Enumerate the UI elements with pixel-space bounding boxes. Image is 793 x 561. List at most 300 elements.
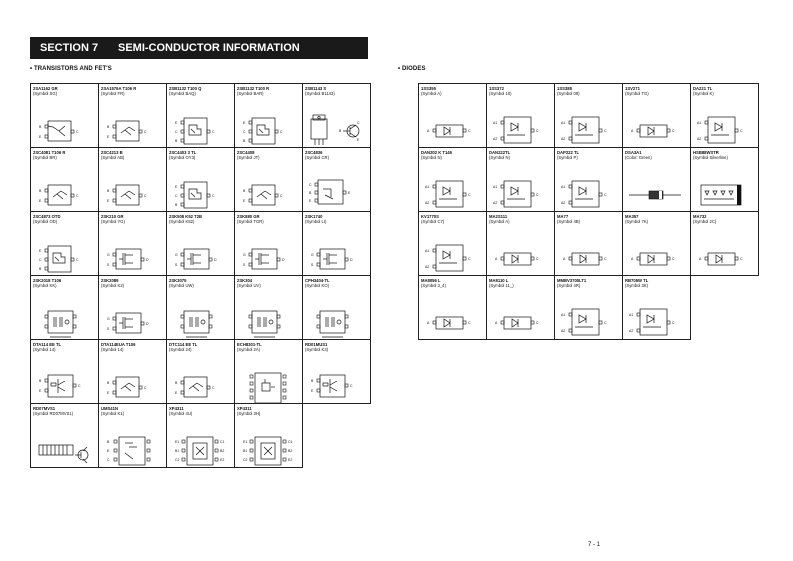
part-number: DA221 TL (693, 86, 713, 91)
svg-text:G: G (107, 317, 110, 321)
part-number: MMBV3700LT1 (557, 278, 587, 283)
component-cell (623, 84, 691, 148)
part-number: 2SK880 GR (237, 214, 260, 219)
part-number: 2SB1143 S (305, 86, 327, 91)
marking-symbol: (Symbol CR) (305, 155, 329, 160)
component-cell (167, 148, 235, 212)
svg-text:A1: A1 (561, 313, 566, 317)
diode-2pin-icon (691, 226, 758, 276)
marking-symbol: (Symbol N) (421, 155, 442, 160)
part-number: 2SK1740 (305, 214, 323, 219)
marking-symbol: (Symbol RD07MVS1) (33, 411, 74, 416)
part-number: DAN202 K T146 (421, 150, 452, 155)
diode-2pin-icon (623, 226, 690, 276)
marking-symbol: (Symbol YG) (101, 219, 125, 224)
component-cell (167, 276, 235, 340)
component-cell (487, 148, 555, 212)
svg-text:C: C (212, 194, 215, 198)
svg-text:A: A (427, 129, 430, 133)
transistor-power-icon (31, 226, 98, 276)
svg-text:E: E (311, 389, 314, 393)
marking-symbol: (Symbol K1) (101, 411, 125, 416)
part-number: RD07MVS1 (33, 406, 56, 411)
fet-icon (303, 226, 370, 276)
digital-transistor-icon (303, 354, 370, 404)
svg-text:G: G (107, 253, 110, 257)
marking-symbol: (Symbol A) (421, 91, 442, 96)
svg-text:C: C (672, 257, 675, 261)
svg-text:B: B (311, 379, 314, 383)
svg-text:A2: A2 (425, 265, 430, 269)
part-number: KV1770S (421, 214, 439, 219)
table-row (31, 212, 371, 276)
svg-text:B: B (39, 379, 42, 383)
svg-text:C: C (212, 130, 215, 134)
component-cell (303, 276, 371, 340)
svg-text:E: E (39, 389, 42, 393)
part-number: ECH8301-TL (237, 342, 262, 347)
part-number: 2SK508 K52 T2B (169, 214, 203, 219)
svg-text:A2: A2 (493, 201, 498, 205)
part-number: DTA114EUA T106 (101, 342, 136, 347)
dual-fet-icon (167, 290, 234, 340)
svg-text:A2: A2 (561, 201, 566, 205)
part-number: MA77 (557, 214, 569, 219)
svg-text:A: A (563, 257, 566, 261)
svg-text:E: E (39, 199, 42, 203)
component-cell (487, 212, 555, 276)
svg-text:B: B (175, 203, 178, 207)
marking-symbol: (Symbol BR) (33, 155, 57, 160)
ic-6pin-icon (99, 418, 166, 468)
marking-symbol: (Symbol BAQ) (169, 91, 196, 96)
part-number: 2SC4873 OTD (33, 214, 61, 219)
component-cell (31, 340, 99, 404)
marking-symbol: (Symbol SG) (33, 91, 57, 96)
svg-text:B: B (39, 267, 42, 271)
part-number: MA8056 L (421, 278, 441, 283)
svg-text:C: C (309, 183, 312, 187)
part-number: 1SS355 (421, 86, 436, 91)
marking-symbol: (Symbol 3_4) (421, 283, 446, 288)
part-number: DTA114 EE TL (33, 342, 62, 347)
marking-symbol: (Symbol OY3) (169, 155, 196, 160)
part-number: DTC114 EE TL (169, 342, 198, 347)
part-number: RB705W TL (625, 278, 649, 283)
svg-text:C1: C1 (220, 440, 225, 444)
component-cell (555, 148, 623, 212)
dual-fet-icon (31, 290, 98, 340)
component-cell (167, 340, 235, 404)
diodes-heading: • DIODES (398, 66, 426, 72)
diode-2pin-icon (419, 98, 486, 148)
component-cell (235, 340, 303, 404)
svg-text:E: E (107, 135, 110, 139)
part-number: HSB88WSTR (693, 150, 719, 155)
digital-transistor-icon (31, 354, 98, 404)
svg-text:G: G (243, 253, 246, 257)
transistors-table (30, 83, 371, 468)
svg-text:C: C (107, 458, 110, 462)
component-cell (99, 404, 167, 468)
part-number: 2SB1132 T100 R (237, 86, 270, 91)
transistor-npn-icon (99, 98, 166, 148)
svg-text:D: D (146, 258, 149, 262)
svg-text:C: C (175, 130, 178, 134)
table-row (419, 84, 759, 148)
svg-text:B: B (107, 381, 110, 385)
svg-text:S: S (107, 263, 110, 267)
diode-3pin-icon (555, 162, 622, 212)
part-number: 2SK2018 T106 (33, 278, 62, 283)
component-cell (235, 148, 303, 212)
marking-symbol: (Symbol 3H) (237, 411, 261, 416)
svg-text:C: C (280, 130, 283, 134)
component-cell (31, 148, 99, 212)
svg-text:A2: A2 (629, 329, 634, 333)
svg-text:E: E (243, 121, 246, 125)
transistor-power-icon (235, 98, 302, 148)
table-row (31, 404, 371, 468)
component-cell (31, 276, 99, 340)
marking-symbol: (Symbol A) (489, 219, 510, 224)
diode-3pin-icon (487, 162, 554, 212)
component-cell (235, 212, 303, 276)
svg-text:A: A (631, 257, 634, 261)
marking-symbol: (Symbol UW) (169, 283, 194, 288)
svg-text:A: A (699, 257, 702, 261)
svg-text:B1: B1 (175, 449, 180, 453)
svg-text:D: D (146, 322, 149, 326)
part-number: 2SK2089 (101, 278, 119, 283)
marking-symbol: (Symbol FR) (101, 91, 125, 96)
fet-icon (99, 226, 166, 276)
component-cell (167, 84, 235, 148)
svg-text:C: C (536, 321, 539, 325)
part-number: 2SC4403 3 TL (169, 150, 197, 155)
diode-3pin-icon (487, 98, 554, 148)
marking-symbol: (Symbol 10) (489, 91, 512, 96)
diode-3pin-icon (419, 162, 486, 212)
svg-text:E1: E1 (175, 440, 180, 444)
marking-symbol: (Symbol 24) (169, 347, 192, 352)
svg-text:B: B (107, 189, 110, 193)
svg-text:B: B (175, 381, 178, 385)
marking-symbol: (Symbol 2A) (237, 347, 261, 352)
part-number: 2SC4081 T106 R (33, 150, 66, 155)
marking-symbol: (Symbol 09) (557, 91, 580, 96)
component-cell (31, 212, 99, 276)
marking-symbol: (Symbol TG) (625, 91, 649, 96)
diode-array-icon (691, 162, 758, 212)
svg-text:E1: E1 (243, 440, 248, 444)
svg-text:A2: A2 (425, 201, 430, 205)
svg-text:C2: C2 (175, 458, 180, 462)
table-row (31, 276, 371, 340)
component-cell (303, 148, 371, 212)
marking-symbol: (Symbol K2) (101, 283, 125, 288)
marking-symbol: (Symbol 14) (101, 347, 124, 352)
diode-3pin-icon (419, 226, 486, 276)
component-cell (487, 276, 555, 340)
svg-text:C: C (536, 193, 539, 197)
table-row (31, 84, 371, 148)
svg-text:A2: A2 (697, 137, 702, 141)
component-cell (691, 212, 759, 276)
marking-symbol: (Symbol AB) (101, 155, 125, 160)
svg-text:G: G (175, 253, 178, 257)
svg-text:E: E (39, 135, 42, 139)
transistor-npn-icon (99, 162, 166, 212)
marking-symbol: (Symbol K3) (305, 347, 329, 352)
component-cell (623, 148, 691, 212)
component-cell (487, 84, 555, 148)
section-title: SEMI-CONDUCTOR INFORMATION (118, 42, 300, 54)
svg-text:C: C (468, 321, 471, 325)
part-number: RD01MUS1 (305, 342, 328, 347)
marking-symbol: (Symbol P) (557, 155, 578, 160)
svg-text:E2: E2 (288, 458, 293, 462)
svg-text:C: C (212, 386, 215, 390)
part-number: 1SS388 (557, 86, 572, 91)
svg-text:A: A (495, 321, 498, 325)
marking-symbol: (Symbol 4B) (557, 219, 581, 224)
svg-text:E: E (107, 391, 110, 395)
svg-text:D: D (214, 258, 217, 262)
svg-text:B: B (309, 191, 312, 195)
empty-cell (303, 404, 371, 468)
transistor-npn-icon (167, 354, 234, 404)
component-cell (691, 148, 759, 212)
svg-text:E: E (107, 449, 110, 453)
svg-text:A: A (495, 257, 498, 261)
svg-text:E: E (175, 185, 178, 189)
transistor-npn-icon (235, 162, 302, 212)
component-cell (691, 84, 759, 148)
svg-text:C: C (76, 258, 79, 262)
svg-text:C: C (536, 257, 539, 261)
dual-fet-icon (303, 290, 370, 340)
svg-text:D: D (282, 258, 285, 262)
component-cell (235, 84, 303, 148)
marking-symbol: (Symbol 2C) (693, 219, 717, 224)
table-row (419, 148, 759, 212)
component-cell (99, 84, 167, 148)
fet-icon (235, 226, 302, 276)
svg-text:C: C (357, 121, 360, 125)
svg-text:A1: A1 (425, 249, 430, 253)
marking-symbol: (Symbol LI) (305, 219, 327, 224)
rf-module-icon (31, 418, 98, 468)
part-number: DAN222TL (489, 150, 511, 155)
to220-package-icon (303, 98, 370, 148)
component-cell (99, 340, 167, 404)
marking-symbol: (Symbol 3K) (625, 283, 649, 288)
table-row (31, 148, 371, 212)
component-cell (99, 212, 167, 276)
part-number: UMS41N (101, 406, 118, 411)
component-cell (99, 276, 167, 340)
svg-text:B: B (175, 139, 178, 143)
marking-symbol: (Symbol KO) (305, 283, 329, 288)
marking-symbol: (Symbol 11_) (489, 283, 514, 288)
svg-text:C: C (144, 386, 147, 390)
svg-text:E2: E2 (220, 458, 225, 462)
svg-text:E: E (175, 391, 178, 395)
svg-text:C2: C2 (243, 458, 248, 462)
transistor-npn-icon (99, 354, 166, 404)
svg-text:A1: A1 (493, 121, 498, 125)
component-cell (623, 212, 691, 276)
svg-text:A1: A1 (493, 185, 498, 189)
diode-3pin-icon (555, 290, 622, 340)
svg-text:C1: C1 (288, 440, 293, 444)
svg-text:S: S (243, 263, 246, 267)
part-number: XP4311 (169, 406, 184, 411)
marking-symbol: (Symbol KK) (33, 283, 57, 288)
svg-text:C: C (604, 257, 607, 261)
diode-3pin-icon (555, 98, 622, 148)
part-number: DAP222 TL (557, 150, 580, 155)
component-cell (303, 84, 371, 148)
component-cell (419, 84, 487, 148)
svg-text:C: C (672, 129, 675, 133)
svg-text:C: C (468, 129, 471, 133)
marking-symbol: (Symbol K) (693, 91, 714, 96)
svg-text:E: E (243, 199, 246, 203)
component-cell (303, 340, 371, 404)
component-cell (555, 84, 623, 148)
diodes-table (418, 83, 759, 340)
svg-text:A1: A1 (561, 121, 566, 125)
svg-text:C: C (76, 130, 79, 134)
svg-text:B2: B2 (220, 449, 225, 453)
part-number: DSA3A1 (625, 150, 642, 155)
component-cell (167, 404, 235, 468)
component-cell (555, 276, 623, 340)
svg-text:E: E (107, 199, 110, 203)
transistor-npn-icon (31, 162, 98, 212)
section-header (30, 37, 368, 59)
diode-2pin-icon (487, 226, 554, 276)
svg-text:C: C (76, 194, 79, 198)
part-number: 1SV271 (625, 86, 640, 91)
marking-symbol: (Symbol Silverline) (693, 155, 728, 160)
component-cell (623, 276, 691, 340)
diode-2pin-icon (419, 290, 486, 340)
part-number: 2SK210 GR (101, 214, 124, 219)
svg-text:S: S (175, 263, 178, 267)
svg-text:A: A (631, 129, 634, 133)
diode-2pin-icon (487, 290, 554, 340)
svg-text:E: E (309, 199, 312, 203)
marking-symbol: (Symbol JT) (237, 155, 260, 160)
part-number: 2SK304 (237, 278, 253, 283)
table-row (419, 276, 759, 340)
svg-text:B: B (107, 125, 110, 129)
svg-text:B: B (107, 440, 110, 444)
diode-3pin-icon (691, 98, 758, 148)
svg-text:C: C (78, 384, 81, 388)
fet-icon (99, 290, 166, 340)
component-cell (419, 276, 487, 340)
svg-text:E: E (348, 191, 351, 195)
part-number: 2SC4408 (237, 150, 255, 155)
marking-symbol: (Symbol 7K) (625, 219, 649, 224)
marking-symbol: (Symbol BAR) (237, 91, 264, 96)
transistor-power-icon (167, 98, 234, 148)
component-cell (419, 148, 487, 212)
component-cell (99, 148, 167, 212)
part-number: XP4311 (237, 406, 252, 411)
marking-symbol: (Symbol OD) (33, 219, 58, 224)
fet-icon (167, 226, 234, 276)
marking-symbol: (Symbol 14) (33, 347, 56, 352)
axial-diode-icon (623, 162, 690, 212)
svg-text:D: D (350, 258, 353, 262)
diode-3pin-icon (623, 290, 690, 340)
svg-text:B1: B1 (243, 449, 248, 453)
part-number: MA732 (693, 214, 707, 219)
marking-symbol: (Symbol C7) (421, 219, 445, 224)
marking-symbol: (Symbol TGR) (237, 219, 264, 224)
svg-text:A2: A2 (493, 137, 498, 141)
svg-text:C: C (144, 130, 147, 134)
svg-text:B: B (339, 129, 342, 133)
svg-text:A2: A2 (561, 137, 566, 141)
part-number: MA8110 L (489, 278, 509, 283)
marking-symbol: (Symbol UV) (237, 283, 261, 288)
svg-text:S: S (107, 327, 110, 331)
page-number: 7 - 1 (588, 542, 601, 548)
component-cell (235, 404, 303, 468)
ic-6pin-dual-icon (235, 418, 302, 468)
diode-2pin-icon (555, 226, 622, 276)
part-number: 1SS372 (489, 86, 504, 91)
svg-text:C: C (243, 130, 246, 134)
transistor-power-icon (167, 162, 234, 212)
svg-text:B2: B2 (288, 449, 293, 453)
svg-text:A2: A2 (561, 329, 566, 333)
svg-text:C: C (536, 129, 539, 133)
diode-2pin-icon (623, 98, 690, 148)
component-cell (555, 212, 623, 276)
marking-symbol: (Symbol K52) (169, 219, 195, 224)
component-cell (31, 84, 99, 148)
part-number: 2SC4836 (305, 150, 323, 155)
marking-symbol: (Symbol N) (489, 155, 510, 160)
marking-symbol: (Color: Green) (625, 155, 652, 160)
svg-text:C: C (672, 321, 675, 325)
svg-text:B: B (243, 139, 246, 143)
transistors-heading: • TRANSISTORS AND FET'S (30, 66, 112, 72)
part-number: 2SA1162 GR (33, 86, 58, 91)
svg-text:C: C (175, 194, 178, 198)
dual-fet-icon (235, 290, 302, 340)
part-number: MA2S111 (489, 214, 508, 219)
svg-text:B: B (39, 189, 42, 193)
component-cell (303, 212, 371, 276)
svg-text:C: C (604, 193, 607, 197)
svg-text:C: C (350, 384, 353, 388)
svg-text:A: A (427, 321, 430, 325)
transistor-quad-icon (303, 162, 370, 212)
svg-text:A1: A1 (561, 185, 566, 189)
marking-symbol: (Symbol 4U) (169, 411, 193, 416)
svg-text:C: C (468, 257, 471, 261)
svg-text:B: B (39, 125, 42, 129)
svg-text:E: E (357, 138, 360, 142)
